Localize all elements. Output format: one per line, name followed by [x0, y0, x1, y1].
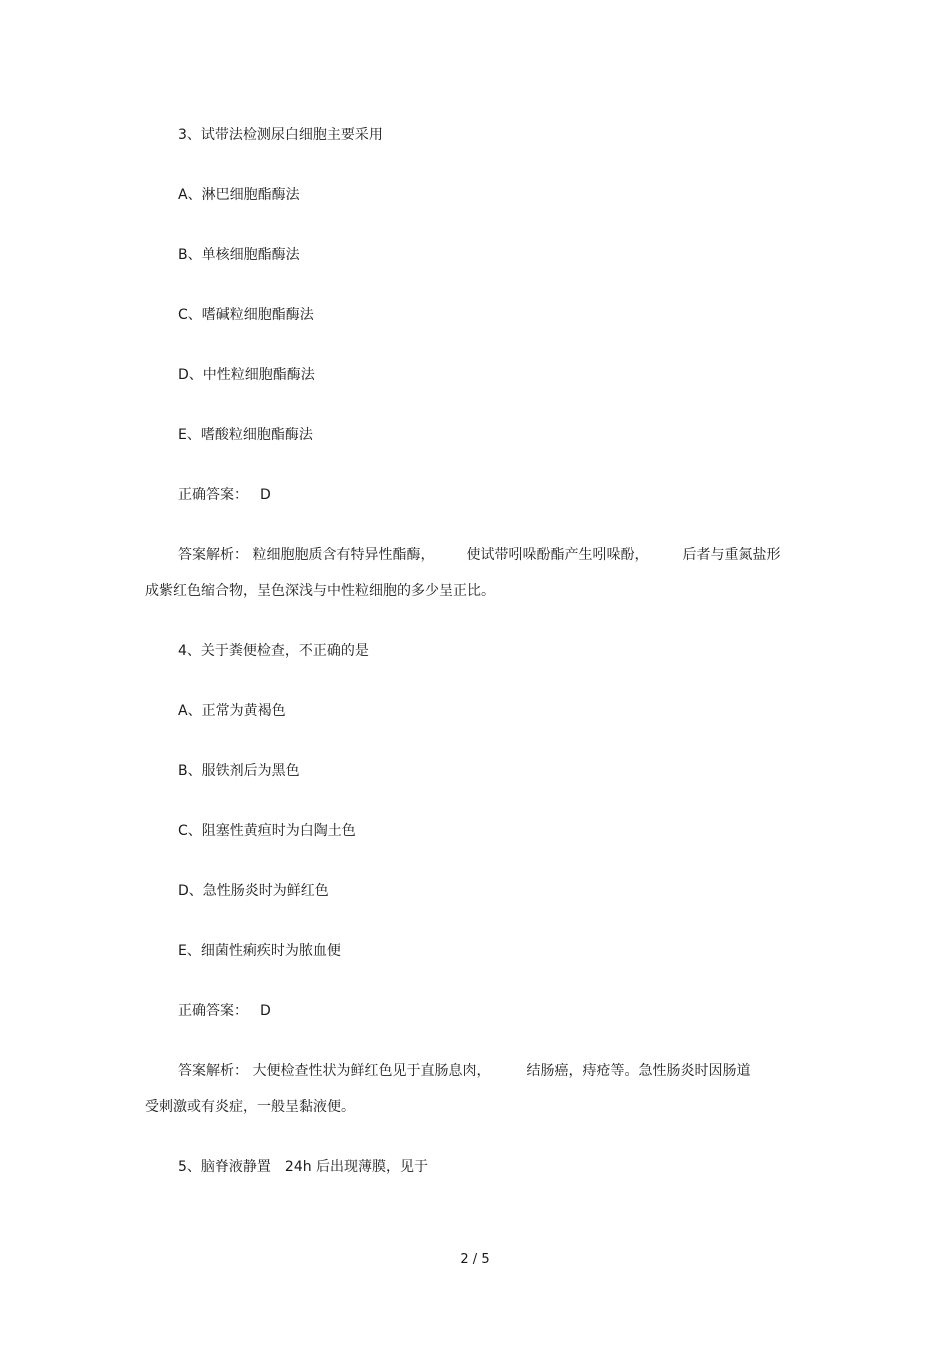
question-4-option-b: B、服铁剂后为黑色 — [178, 763, 300, 779]
question-3-option-d: D、中性粒细胞酯酶法 — [178, 367, 315, 383]
analysis-part-2: 使试带吲哚酚酯产生吲哚酚， — [466, 547, 649, 563]
question-3-option-b: B、单核细胞酯酶法 — [178, 247, 300, 263]
question-3-option-c: C、嗜碱粒细胞酯酶法 — [178, 307, 314, 323]
question-4-option-a: A、正常为黄褐色 — [178, 703, 286, 719]
question-4-answer — [178, 1001, 271, 1021]
analysis-part-3: 后者与重氮盐形 — [682, 547, 781, 563]
question-4-stem: 4、关于粪便检查，不正确的是 — [178, 643, 369, 659]
question-3-analysis-line-1 — [178, 545, 780, 565]
stem-part-1: 5、脑脊液静置 — [178, 1159, 271, 1175]
question-4-option-c: C、阻塞性黄疸时为白陶土色 — [178, 823, 356, 839]
question-4-analysis-line-2: 受刺激或有炎症，一般呈黏液便。 — [145, 1099, 355, 1115]
answer-value: D — [260, 487, 271, 503]
analysis-part-1: 答案解析： 粒细胞胞质含有特异性酯酶， — [178, 547, 435, 563]
question-4-option-e: E、细菌性痢疾时为脓血便 — [178, 943, 341, 959]
question-3-option-a: A、淋巴细胞酯酶法 — [178, 187, 300, 203]
question-4-option-d: D、急性肠炎时为鲜红色 — [178, 883, 329, 899]
answer-label: 正确答案： — [178, 487, 248, 503]
stem-part-2: 24h 后出现薄膜，见于 — [284, 1159, 429, 1175]
question-3-answer — [178, 485, 271, 505]
question-3-stem: 3、试带法检测尿白细胞主要采用 — [178, 127, 383, 143]
analysis-part-1: 答案解析： 大便检查性状为鲜红色见于直肠息肉， — [178, 1063, 491, 1079]
question-3-option-e: E、嗜酸粒细胞酯酶法 — [178, 427, 313, 443]
question-5-stem — [178, 1157, 428, 1177]
answer-label: 正确答案： — [178, 1003, 248, 1019]
answer-value: D — [260, 1003, 271, 1019]
page-number: 2 / 5 — [460, 1252, 490, 1267]
question-3-analysis-line-2: 成紫红色缩合物，呈色深浅与中性粒细胞的多少呈正比。 — [145, 583, 495, 599]
question-4-analysis-line-1 — [178, 1061, 750, 1081]
analysis-part-2: 结肠癌，痔疮等。急性肠炎时因肠道 — [526, 1063, 751, 1079]
